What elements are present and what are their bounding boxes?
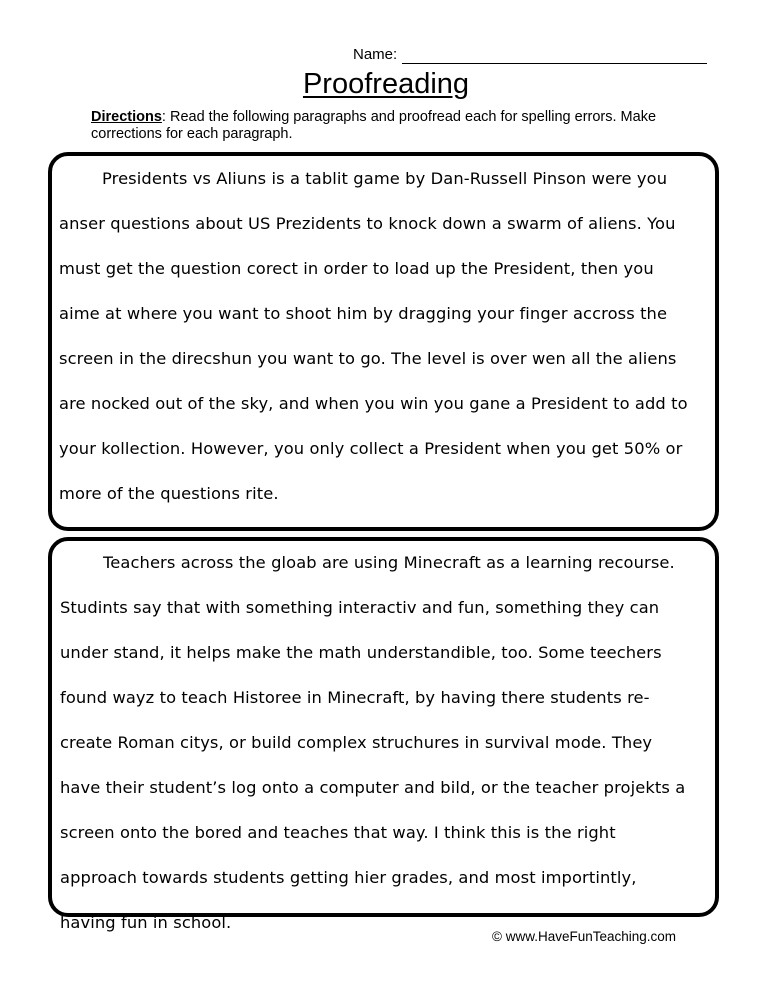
paragraph-1-text: Presidents vs Aliuns is a tablit game by Dan-Russell Pinson were you anser questions about US Prezidents to knock down a swarm of aliens. You must get the question corect in order to load up the President, then you aime at where you want to shoot him by dragging your finger accross the screen in the direcshun you want to go. The level is over wen all the aliens are nocked out of the sky, and when you win you gane a President to add to your kollection. However, you only collect a President when you get 50% or more of the questions rite. [59, 169, 688, 503]
page-title: Proofreading [302, 68, 470, 100]
name-blank-line[interactable] [402, 63, 707, 64]
paragraph-box-2 [48, 537, 719, 932]
directions-text: : Read the following paragraphs and proofread each for spelling errors. Make corrections for each paragraph. [91, 109, 657, 142]
name-label: Name: [353, 46, 398, 63]
directions [91, 109, 711, 143]
copyright-footer: © www.HaveFunTeaching.com [492, 929, 677, 944]
name-field [353, 44, 713, 68]
paragraph-2-text: Teachers across the gloab are using Minecraft as a learning recourse. Studints say that with something interactiv and fun, something they can under stand, it helps make the math understandible, too. Some teechers found wayz to teach Historee in Minecraft, by having there students re- create Roman citys, or build complex struchures in survival mode. They have their student’s log onto a computer and bild, or the teacher projekts a screen onto the bored and teaches that way. I think this is the right approach towards students getting hier grades, and most importintly, having fun in school. [60, 553, 686, 932]
directions-label: Directions [91, 109, 162, 125]
paragraph-box-1 [48, 152, 719, 531]
